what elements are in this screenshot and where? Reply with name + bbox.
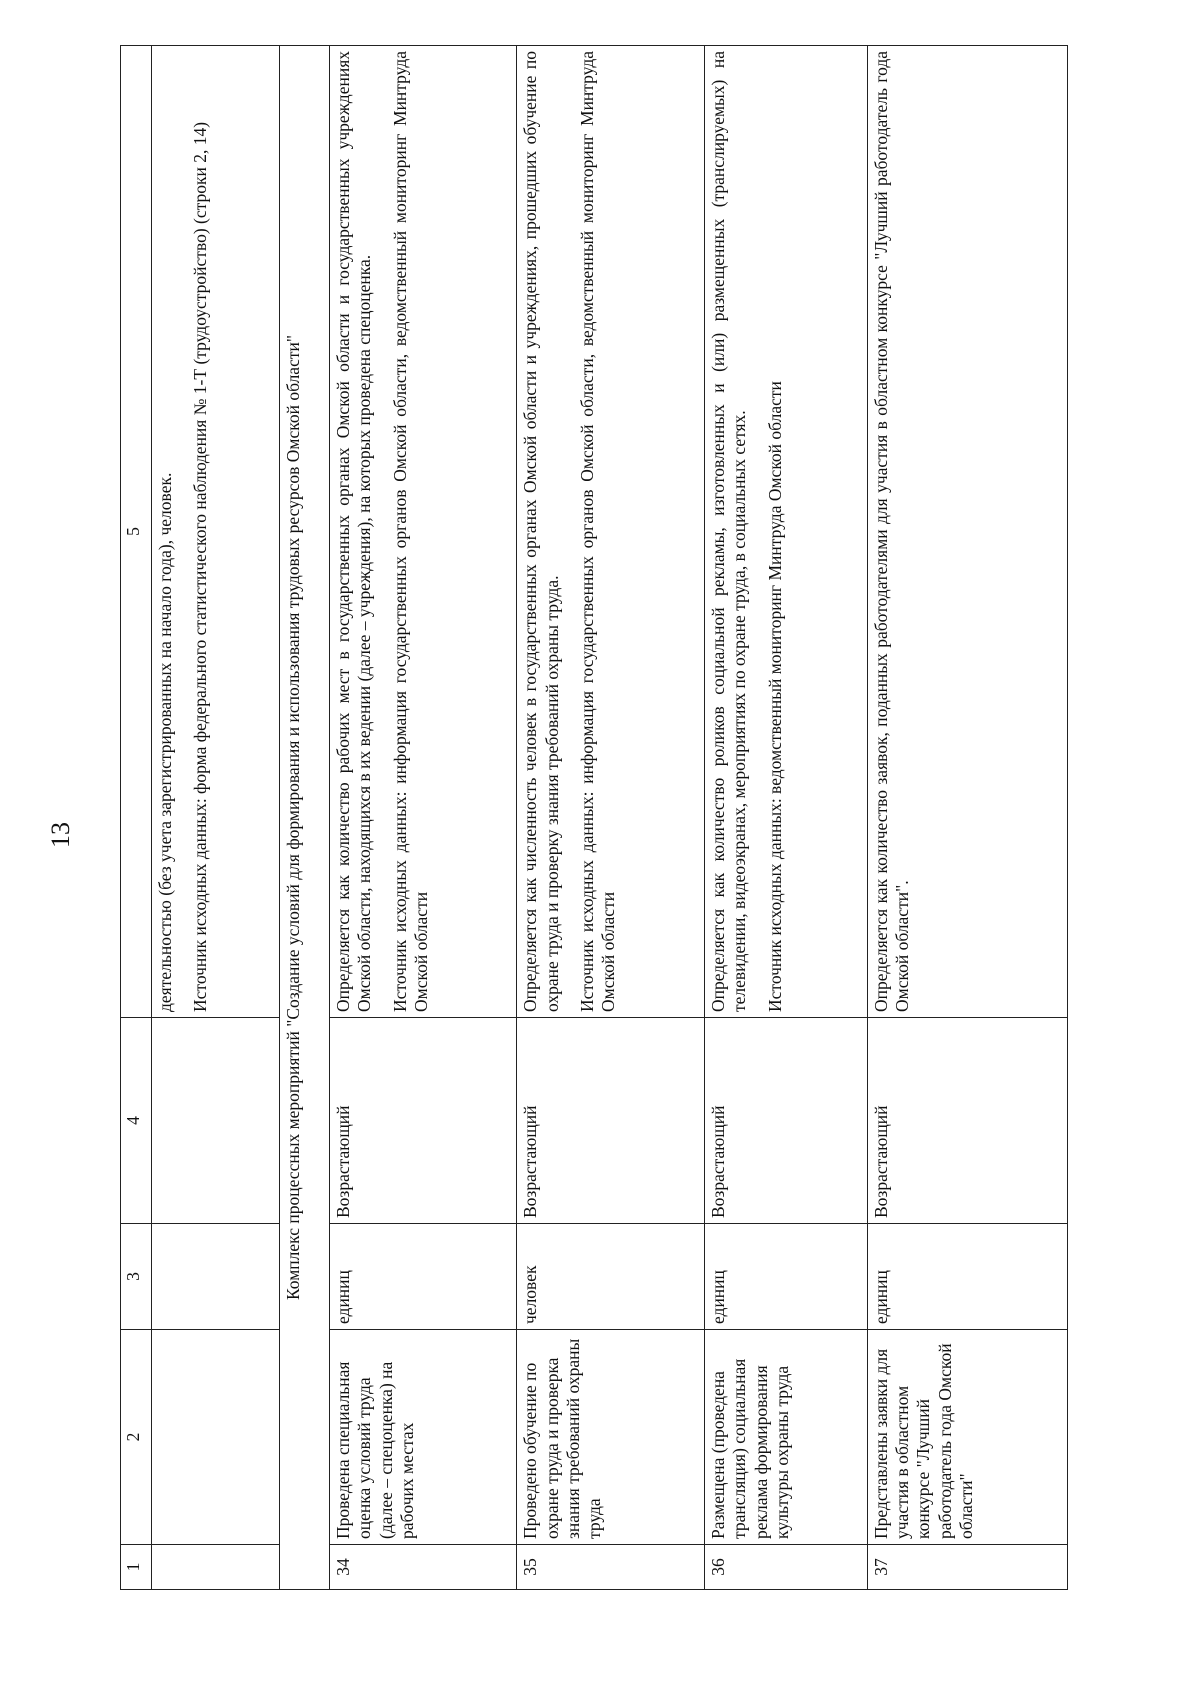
description-text: Определяется как количество роликов социальной рекламы, изготовленных и (или) размещенных (транслируемых) на телевидении, видеоэкранах, мероприятиях по охране труда, в социальных сетях.: [707, 51, 750, 1012]
row-number: 37: [867, 1545, 1067, 1590]
indicator-description: [329, 46, 516, 1018]
row-number: 34: [329, 1545, 516, 1590]
section-row: [280, 46, 330, 1590]
header-col-2: 2: [121, 1330, 152, 1545]
header-col-3: 3: [121, 1224, 152, 1330]
indicator-unit: единиц: [867, 1224, 1067, 1330]
row-number: 36: [704, 1545, 867, 1590]
continuation-source: Источник исходных данных: форма федерального статистического наблюдения № 1-Т (трудоустройство) (строки 2, 14): [190, 121, 211, 1012]
description-source: Источник исходных данных: информация государственных органов Омской области, ведомственный мониторинг Минтруда Омской области: [577, 51, 619, 1012]
continuation-text: деятельностью (без учета зарегистрированных на начало года), человек.: [155, 472, 175, 1012]
table-row: [867, 46, 1067, 1590]
header-col-4: 4: [121, 1018, 152, 1224]
indicator-unit: единиц: [704, 1224, 867, 1330]
indicator-unit: единиц: [329, 1224, 516, 1330]
indicator-unit: человек: [517, 1224, 704, 1330]
indicator-trend: Возрастающий: [329, 1018, 516, 1224]
table-row: [704, 46, 867, 1590]
indicator-name: Проведено обучение по охране труда и проверка знания требований охраны труда: [517, 1330, 704, 1545]
indicator-description: [704, 46, 867, 1018]
indicator-trend: Возрастающий: [517, 1018, 704, 1224]
table-row: [329, 46, 516, 1590]
header-col-1: 1: [121, 1545, 152, 1590]
description-text: Определяется как численность человек в государственных органах Омской области и учреждениях, прошедших обучение по охране труда и проверку знания требований охраны труда.: [520, 51, 562, 1012]
page-number: 13: [46, 822, 75, 848]
continuation-description: [152, 46, 280, 1018]
description-text: Определяется как количество рабочих мест в государственных органах Омской области и государственных учреждениях Омской области, находящихся в их ведении (далее – учреждения), на которых проведена спецоценка.: [332, 51, 375, 1012]
description-source: Источник исходных данных: информация государственных органов Омской области, ведомственный мониторинг Минтруда Омской области: [389, 51, 431, 1012]
indicators-table: [120, 45, 1068, 1590]
indicator-name: Размещена (проведена трансляция) социальная реклама формирования культуры охраны труда: [704, 1330, 867, 1545]
header-col-5: 5: [121, 46, 152, 1018]
indicator-description: [517, 46, 704, 1018]
section-title: Комплекс процессных мероприятий "Создание условий для формирования и использования трудовых ресурсов Омской области": [280, 46, 330, 1590]
table-row: [517, 46, 704, 1590]
indicator-trend: Возрастающий: [704, 1018, 867, 1224]
indicator-name: Представлены заявки для участия в областном конкурсе "Лучший работодатель года Омской области": [867, 1330, 1067, 1545]
description-text: Определяется как количество заявок, поданных работодателями для участия в областном конкурсе "Лучший работодатель года Омской области".: [870, 51, 912, 1012]
indicator-description: [867, 46, 1067, 1018]
document-table-rotated: [120, 45, 1068, 1590]
indicator-name: Проведена специальная оценка условий труда (далее – спецоценка) на рабочих местах: [329, 1330, 516, 1545]
row-number: 35: [517, 1545, 704, 1590]
indicator-trend: Возрастающий: [867, 1018, 1067, 1224]
description-source: Источник исходных данных: ведомственный мониторинг Минтруда Омской области: [764, 381, 785, 1012]
header-row: [121, 46, 152, 1590]
continuation-row: [152, 46, 280, 1590]
